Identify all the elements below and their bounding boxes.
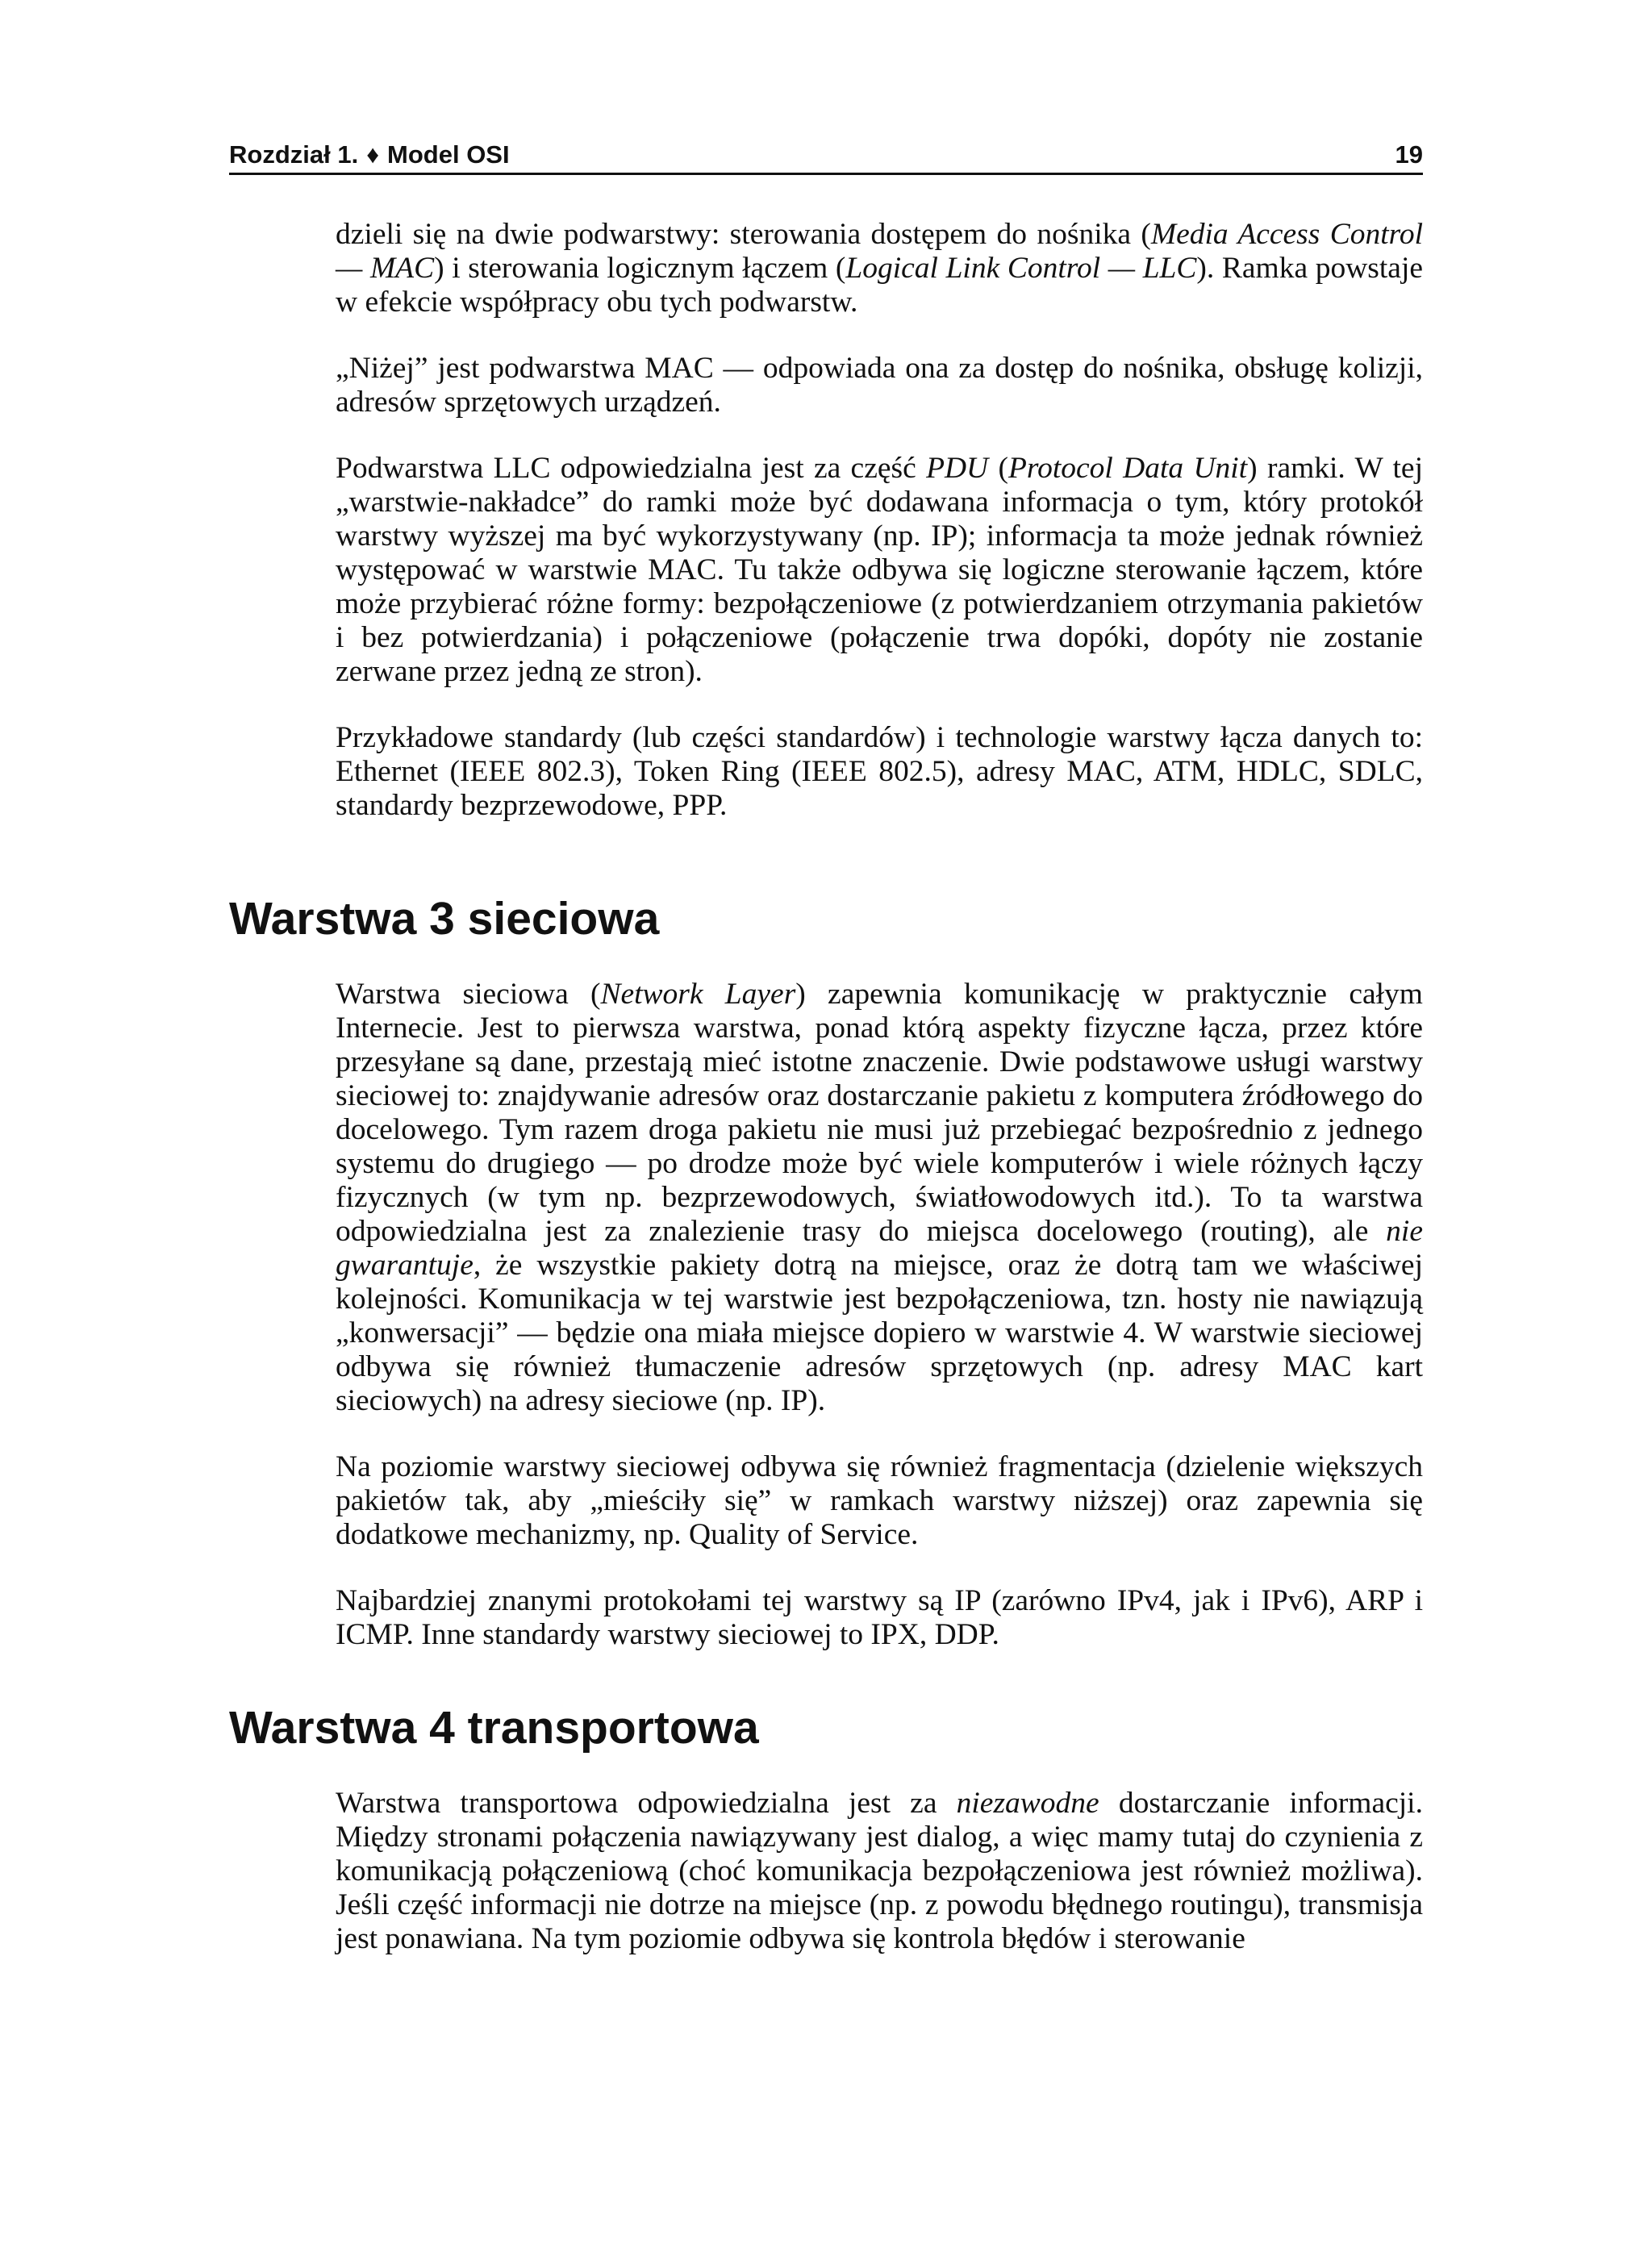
- paragraph-text: ) ramki. W tej „warstwie-nakładce” do ramki może być dodawana informacja o tym, który protokół warstwy wyższej ma być wykorzystywany (np. IP); informacja ta może jednak również występować w warstwie MAC. Tu także odbywa się logiczne sterowanie łączem, które może przybierać różne formy: bezpołączeniowe (z potwierdzaniem otrzymania pakietów i bez potwierdzania) i połączeniowe (połączenie trwa dopóki, dopóty nie zostanie zerwane przez jedną ze stron).: [336, 452, 1423, 688]
- paragraph-network-protocols: Najbardziej znanymi protokołami tej warstwy są IP (zarówno IPv4, jak i IPv6), ARP i ICMP. Inne standardy warstwy sieciowej to IPX, DDP.: [336, 1584, 1423, 1651]
- page-number: 19: [1395, 140, 1423, 169]
- running-header: [229, 137, 1423, 175]
- paragraph-text: ). Ramka powstaje w efekcie współpracy obu tych podwarstw.: [336, 252, 1424, 319]
- paragraph-transport-layer-intro: [336, 1787, 1423, 1956]
- paragraph-text: , że wszystkie pakiety dotrą na miejsce, oraz że dotrą tam we właściwej kolejności. Komunikacja w tej warstwie jest bezpołączeniowa, tzn. hosty nie nawiązują „konwersacji” — będzie ona miała miejsce dopiero w warstwie 4. W warstwie sieciowej odbywa się również tłumaczenie adresów sprzętowych (np. adresy MAC kart sieciowych) na adresy sieciowe (np. IP).: [336, 1249, 1423, 1417]
- paragraph-text: (: [988, 452, 1008, 485]
- italic-term: niezawodne: [956, 1787, 1099, 1820]
- paragraph-text: ) zapewnia komunikację w praktycznie całym Internecie. Jest to pierwsza warstwa, ponad którą aspekty fizyczne łącza, przez które przesyłane są dane, przestają mieć istotne znaczenie. Dwie podstawowe usługi warstwy sieciowej to: znajdywanie adresów oraz dostarczanie pakietu z komputera źródłowego do docelowego. Tym razem droga pakietu nie musi już przebiegać bezpośrednio z jednego systemu do drugiego — po drodze może być wiele komputerów i wiele różnych łączy fizycznych (w tym np. bezprzewodowych, światłowodowych itd.). To ta warstwa odpowiedzialna jest za znalezienie trasy do miejsca docelowego (routing), ale: [336, 978, 1423, 1248]
- section-heading-network-layer: Warstwa 3 sieciowa: [229, 893, 660, 945]
- diamond-icon: ♦: [366, 140, 380, 169]
- italic-term: PDU: [926, 452, 989, 485]
- paragraph-standards: Przykładowe standardy (lub części standardów) i technologie warstwy łącza danych to: Ethernet (IEEE 802.3), Token Ring (IEEE 802.5), adresy MAC, ATM, HDLC, SDLC, standardy bezprzewodowe, PPP.: [336, 721, 1423, 822]
- paragraph-network-layer-intro: [336, 978, 1423, 1418]
- paragraph-text: Podwarstwa LLC odpowiedzialna jest za część: [336, 452, 927, 485]
- paragraph-llc-sublayer: [336, 452, 1423, 689]
- chapter-label: [229, 137, 510, 173]
- paragraph-fragmentation: Na poziomie warstwy sieciowej odbywa się również fragmentacja (dzielenie większych pakietów tak, aby „mieściły się” w ramkach warstwy niższej) oraz zapewnia się dodatkowe mechanizmy, np. Quality of Service.: [336, 1450, 1423, 1551]
- paragraph-text: ) i sterowania logicznym łączem (: [434, 252, 846, 285]
- italic-term: Network Layer: [600, 978, 796, 1011]
- text-block-layer-2-continued: [336, 218, 1423, 823]
- paragraph-text: dzieli się na dwie podwarstwy: sterowania dostępem do nośnika (: [336, 218, 1151, 251]
- text-block-network-layer: [336, 978, 1423, 1652]
- text-block-transport-layer: [336, 1787, 1423, 1956]
- chapter-title: Model OSI: [387, 140, 510, 169]
- paragraph-text: Warstwa sieciowa (: [336, 978, 601, 1011]
- paragraph-mac-sublayer: „Niżej” jest podwarstwa MAC — odpowiada ona za dostęp do nośnika, obsługę kolizji, adresów sprzętowych urządzeń.: [336, 352, 1423, 419]
- italic-term: Media Access Control — MAC: [336, 218, 1423, 285]
- chapter-number: Rozdział 1.: [229, 140, 359, 169]
- section-heading-transport-layer: Warstwa 4 transportowa: [229, 1702, 759, 1754]
- paragraph-text: Warstwa transportowa odpowiedzialna jest za: [336, 1787, 957, 1820]
- italic-term: nie gwarantuje: [336, 1215, 1423, 1282]
- italic-term: Protocol Data Unit: [1007, 452, 1248, 485]
- paragraph-mac-llc: [336, 218, 1423, 319]
- italic-term: Logical Link Control — LLC: [845, 252, 1197, 285]
- paragraph-text: dostarczanie informacji. Między stronami połączenia nawiązywany jest dialog, a więc mamy tutaj do czynienia z komunikacją połączeniową (choć komunikacja bezpołączeniowa jest również możliwa). Jeśli część informacji nie dotrze na miejsce (np. z powodu błędnego routingu), transmisja jest ponawiana. Na tym poziomie odbywa się kontrola błędów i sterowanie: [336, 1787, 1423, 1955]
